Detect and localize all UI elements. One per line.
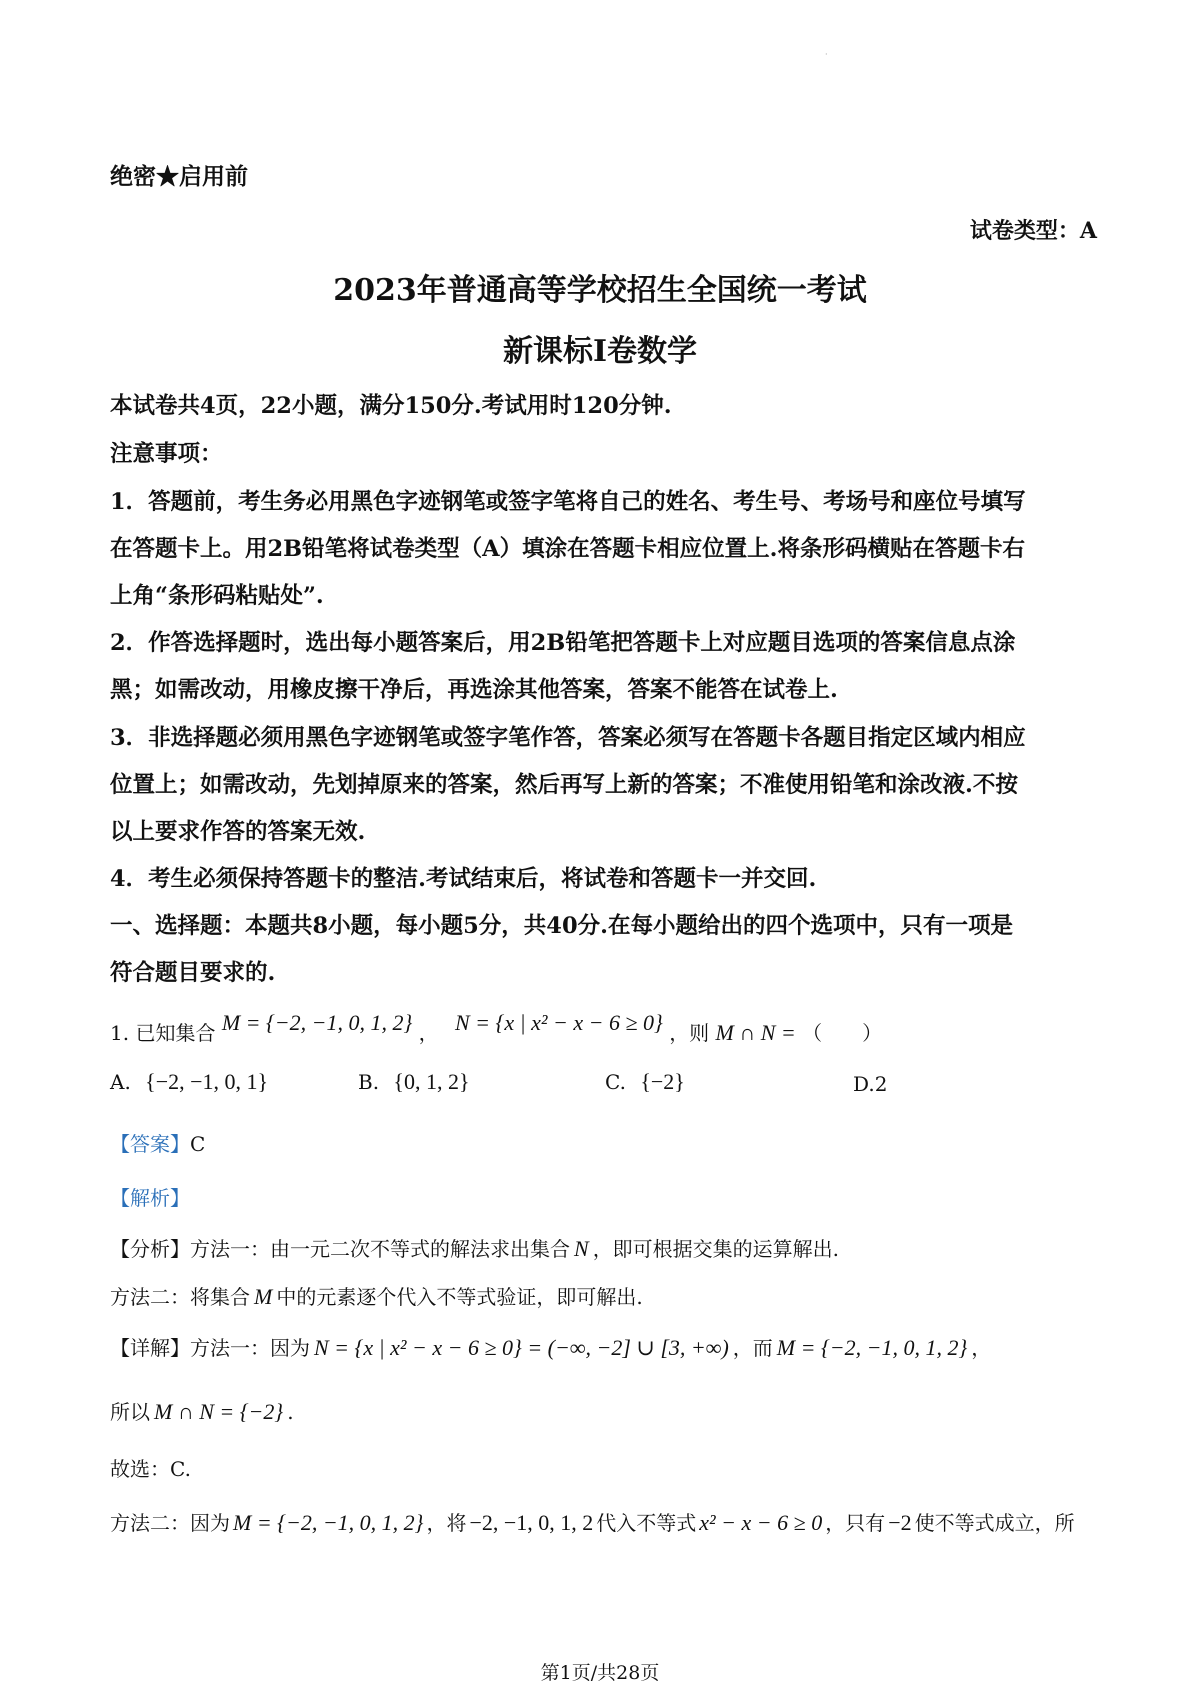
- option-label: A.: [110, 1070, 131, 1094]
- var-n: N: [574, 1236, 589, 1261]
- notice-line: 位置上；如需改动，先划掉原来的答案，然后再写上新的答案；不准使用铅笔和涂改液.不按: [110, 772, 1018, 798]
- answer-paren: （ ）: [802, 1021, 883, 1045]
- detail-tag: 【详解】: [110, 1336, 190, 1360]
- secret-label: 绝密★启用前: [110, 163, 248, 190]
- notice-line: 2．作答选择题时，选出每小题答案后，用2B铅笔把答题卡上对应题目选项的答案信息点涂: [110, 630, 1016, 656]
- notice-heading: 注意事项：: [110, 441, 223, 467]
- notice-line: 以上要求作答的答案无效.: [110, 819, 366, 845]
- notice-line: 黑；如需改动，用橡皮擦干净后，再选涂其他答案，答案不能答在试卷上.: [110, 677, 838, 703]
- inequality-expr: x² − x − 6 ≥ 0: [699, 1510, 823, 1535]
- option-a: [110, 1069, 268, 1095]
- detail-text: ，: [971, 1336, 992, 1360]
- answer-tag: 【答案】: [110, 1132, 190, 1156]
- set-m-expr: M = {−2, −1, 0, 1, 2}: [233, 1510, 424, 1535]
- separator: ，: [418, 1021, 439, 1045]
- method-text: 中的元素逐个代入不等式验证，即可解出.: [276, 1285, 643, 1309]
- detail-text: ，而: [732, 1336, 773, 1360]
- method-text: 代入不等式: [596, 1511, 697, 1535]
- question-prefix: 1. 已知集合: [110, 1021, 216, 1045]
- intersection-expr: M ∩ N =: [715, 1020, 796, 1045]
- intersection-result: M ∩ N = {−2}: [154, 1399, 284, 1424]
- option-b: [358, 1069, 470, 1095]
- option-value: {−2, −1, 0, 1}: [145, 1069, 269, 1094]
- answer-line: [110, 1128, 205, 1157]
- element-value: −2: [888, 1510, 912, 1535]
- section-heading-cont: 符合题目要求的.: [110, 960, 276, 986]
- option-d: [853, 1072, 887, 1096]
- page-footer: 第1页/共28页: [540, 1662, 660, 1684]
- option-value: {0, 1, 2}: [393, 1069, 470, 1094]
- fenxi-line: [110, 1233, 839, 1262]
- intro-line: 本试卷共4页，22小题，满分150分.考试用时120分钟.: [110, 393, 672, 419]
- method2-line: [110, 1281, 643, 1310]
- option-c: [605, 1069, 685, 1095]
- method2b-line: [110, 1507, 1075, 1536]
- fenxi-tag: 【分析】: [110, 1237, 190, 1261]
- ask-prefix: ，则: [669, 1021, 710, 1045]
- exam-title: 2023年普通高等学校招生全国统一考试: [333, 273, 867, 308]
- conclusion-text: 所以: [110, 1400, 150, 1424]
- set-m-expr: M = {−2, −1, 0, 1, 2}: [776, 1335, 968, 1360]
- option-value: {−2}: [640, 1069, 685, 1094]
- scan-dot: ·: [825, 50, 828, 59]
- detail-line: [110, 1332, 991, 1361]
- choose-line: 故选：C.: [110, 1457, 191, 1481]
- conclusion-line: [110, 1396, 294, 1425]
- set-n-expr: N = {x | x² − x − 6 ≥ 0}: [455, 1010, 663, 1035]
- fenxi-text: ，即可根据交集的运算解出.: [592, 1237, 840, 1261]
- method-text: 方法二：将集合: [110, 1285, 250, 1309]
- method-text: 使不等式成立，所: [914, 1511, 1075, 1535]
- element-list: −2, −1, 0, 1, 2: [469, 1510, 594, 1535]
- option-value: 2: [874, 1072, 888, 1096]
- method-text: ，将: [426, 1511, 467, 1535]
- analysis-tag: 【解析】: [110, 1186, 190, 1210]
- fenxi-text: 方法一：由一元二次不等式的解法求出集合: [190, 1237, 570, 1261]
- notice-line: 1．答题前，考生务必用黑色字迹钢笔或签字笔将自己的姓名、考生号、考场号和座位号填写: [110, 489, 1026, 515]
- option-label: B.: [358, 1070, 380, 1094]
- option-label: D.: [853, 1072, 875, 1096]
- set-m-expr: M = {−2, −1, 0, 1, 2}: [221, 1010, 413, 1035]
- question-1: [110, 1010, 883, 1046]
- notice-line: 上角“条形码粘贴处”.: [110, 583, 324, 609]
- notice-line: 4．考生必须保持答题卡的整洁.考试结束后，将试卷和答题卡一并交回.: [110, 866, 817, 892]
- conclusion-text: .: [287, 1400, 294, 1424]
- notice-line: 在答题卡上。用2B铅笔将试卷类型（A）填涂在答题卡相应位置上.将条形码横贴在答题卡右: [110, 536, 1025, 562]
- detail-text: 方法一：因为: [190, 1336, 310, 1360]
- paper-type-label: 试卷类型：A: [969, 218, 1097, 244]
- set-n-solution: N = {x | x² − x − 6 ≥ 0} = (−∞, −2] ∪ [3, +∞): [314, 1335, 729, 1360]
- option-label: C.: [605, 1070, 626, 1094]
- notice-line: 3．非选择题必须用黑色字迹钢笔或签字笔作答，答案必须写在答题卡各题目指定区域内相应: [110, 725, 1026, 751]
- method-text: ，只有: [825, 1511, 886, 1535]
- exam-subtitle: 新课标Ⅰ卷数学: [502, 334, 698, 369]
- var-m: M: [254, 1284, 273, 1309]
- method-text: 方法二：因为: [110, 1511, 230, 1535]
- section-heading: 一、选择题：本题共8小题，每小题5分，共40分.在每小题给出的四个选项中，只有一项是: [110, 913, 1013, 939]
- answer-value: C: [190, 1132, 206, 1156]
